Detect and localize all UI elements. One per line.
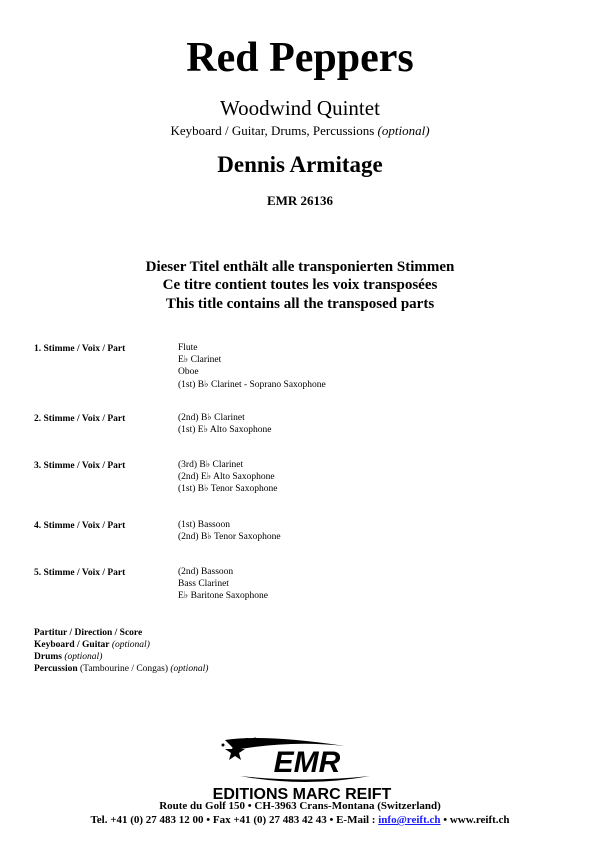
notice-english: This title contains all the transposed parts	[165, 296, 435, 312]
publisher-address: Route du Golf 150 • CH-3963 Crans-Montana (Switzerland)	[159, 800, 441, 812]
part-2-instruments	[178, 412, 271, 436]
logo-mark: EMR	[273, 746, 341, 779]
part-instrument: (1st) E♭ Alto Saxophone	[178, 425, 272, 436]
keyboard-optional: (optional)	[109, 640, 150, 650]
title: Red Peppers	[186, 35, 414, 81]
part-4-label: 4. Stimme / Voix / Part	[34, 521, 126, 531]
part-1-label: 1. Stimme / Voix / Part	[34, 344, 126, 354]
notice-french: Ce titre contient toutes les voix transposées	[162, 277, 438, 293]
email-link[interactable]: info@reift.ch	[378, 814, 441, 826]
part-instrument: Oboe	[178, 367, 199, 378]
part-instrument: (1st) B♭ Clarinet - Soprano Saxophone	[178, 379, 326, 390]
part-instrument: E♭ Baritone Saxophone	[178, 591, 268, 602]
part-3-instruments	[178, 459, 277, 496]
part-3-label: 3. Stimme / Voix / Part	[34, 461, 126, 471]
part-instrument: (3rd) B♭ Clarinet	[178, 460, 244, 470]
contact-phone-fax: Tel. +41 (0) 27 483 12 00 • Fax +41 (0) 27 483 42 43 • E-Mail :	[90, 814, 379, 826]
part-instrument: E♭ Clarinet	[178, 355, 222, 366]
part-2-label: 2. Stimme / Voix / Part	[34, 414, 126, 424]
website[interactable]: • www.reift.ch	[440, 814, 510, 826]
percussion-label: Percussion	[34, 664, 78, 674]
part-instrument: (1st) Bassoon	[178, 520, 230, 530]
instrumentation	[0, 123, 600, 139]
publisher-contact	[0, 814, 600, 827]
percussion-line	[34, 663, 208, 675]
drums-line	[34, 651, 102, 663]
drums-optional: (optional)	[61, 652, 103, 662]
keyboard-line	[34, 639, 150, 651]
part-instrument: Bass Clarinet	[178, 579, 229, 590]
drums-label: Drums	[34, 652, 62, 662]
part-5-instruments	[178, 566, 268, 603]
percussion-detail: (Tambourine / Congas)	[77, 664, 171, 674]
score-label: Partitur / Direction / Score	[34, 628, 143, 638]
publisher-name: EDITIONS MARC REIFT	[212, 786, 392, 802]
instrumentation-optional: (optional)	[377, 123, 430, 138]
keyboard-label: Keyboard / Guitar	[34, 640, 110, 650]
part-4-instruments	[178, 519, 281, 543]
part-instrument: Flute	[178, 343, 198, 353]
part-instrument: (2nd) E♭ Alto Saxophone	[178, 472, 275, 483]
percussion-optional: (optional)	[170, 664, 209, 674]
part-instrument: (2nd) Bassoon	[178, 567, 234, 577]
score-line	[34, 627, 142, 639]
composer: Dennis Armitage	[217, 152, 383, 177]
part-instrument: (2nd) B♭ Tenor Saxophone	[178, 532, 281, 543]
part-5-label: 5. Stimme / Voix / Part	[34, 568, 126, 578]
part-1-instruments	[178, 342, 326, 391]
subtitle: Woodwind Quintet	[220, 96, 380, 120]
instrumentation-main: Keyboard / Guitar, Drums, Percussions	[170, 123, 378, 138]
publisher-logo	[195, 736, 410, 802]
notice-german: Dieser Titel enthält alle transponierten Stimmen	[145, 259, 455, 275]
part-instrument: (2nd) B♭ Clarinet	[178, 413, 245, 423]
catalog-number: EMR 26136	[266, 193, 334, 208]
part-instrument: (1st) B♭ Tenor Saxophone	[178, 484, 278, 495]
